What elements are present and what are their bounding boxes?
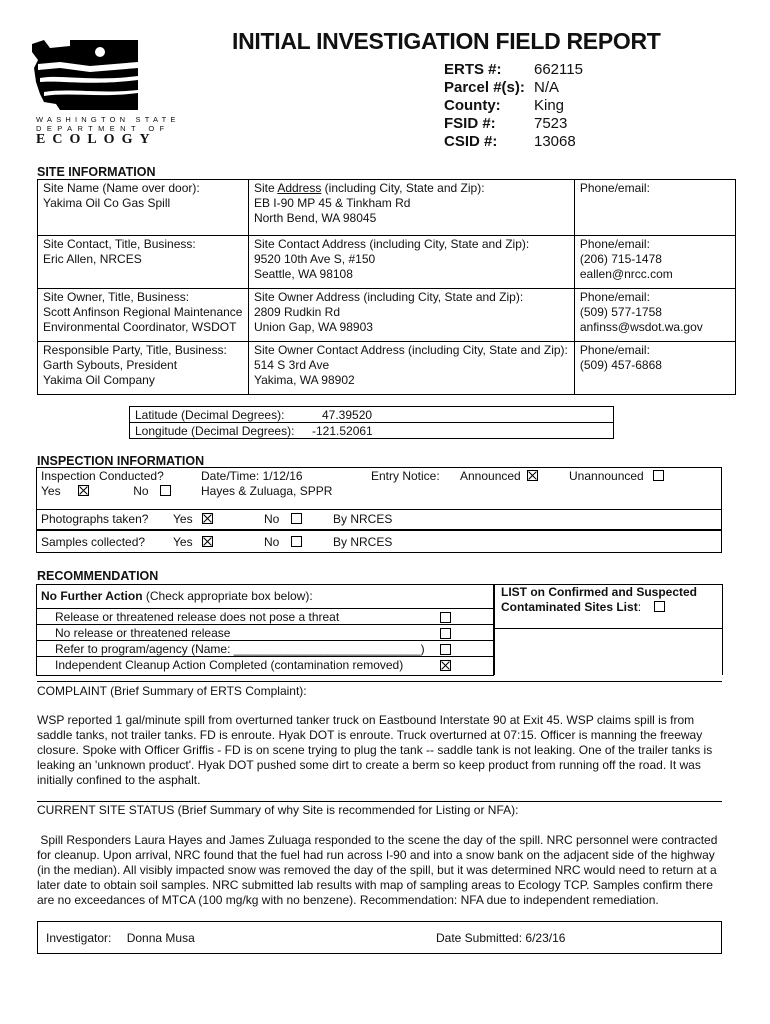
cell-label: Site Owner, Title, Business: [43, 290, 190, 304]
investigator-box [37, 921, 722, 954]
site-contact-address-cell [248, 236, 574, 289]
latitude-label: Latitude (Decimal Degrees): [135, 408, 285, 422]
cell-value: North Bend, WA 98045 [253, 211, 377, 225]
cell-label: Phone/email: [579, 343, 650, 357]
nfa-box [36, 584, 494, 676]
complaint-body: WSP reported 1 gal/minute spill from overturned tanker truck on Eastbound Interstate 90 at Exit 45. WSP claims spill is from saddle tanks, not trailer tanks. FD is enroute. Hyak DOT is enroute. Truck overturned at 07:15. Officer is manning the freeway closure. Spoke with Officer Griffis - FD is on scene trying to plug the tank -- saddle tank is not leaking. One of the trailer tanks is leaking an 'unknown product'. Hyak DOT pushed some dirt to create a berm so keep product from running off the road. It was initially confined to the asphalt. [37, 713, 713, 787]
date-submitted-label: Date Submitted: [436, 931, 523, 945]
cell-value: (509) 457-6868 [579, 358, 662, 372]
site-contact-phone-cell [574, 236, 735, 289]
nfa-option-row [37, 608, 493, 625]
cell-label: Site Contact, Title, Business: [43, 237, 196, 251]
cell-value: Yakima, WA 98902 [253, 373, 355, 387]
site-status-body: Spill Responders Laura Hayes and James Zuluaga responded to the scene the day of the spill. NRC personnel were contracted for cleanup. Upon arrival, NRC found that the fuel had run across I-90 and into a snow bank on the adjacent side of the highway (in the median). All visibly impacted snow was removed the day of the spill, but it was determined NRC would need to return at a later date to obtain soil samples. NRC submitted lab results with map of sampling areas to Ecology TCP. Samples confirm there are no exceedances of MTCA (100 mg/kg with no benzene). Recommendation: NFA due to independent remediation. [37, 833, 721, 907]
cell-value: EB I-90 MP 45 & Tinkham Rd [253, 196, 411, 210]
site-address-cell [248, 180, 574, 236]
cell-label: Responsible Party, Title, Business: [43, 343, 227, 357]
csid-value: 13068 [534, 133, 576, 150]
table-row [38, 342, 736, 395]
cell-value: Garth Sybouts, President [43, 358, 178, 372]
county-value: King [534, 97, 565, 114]
latitude-value: 47.39520 [322, 408, 373, 422]
cell-value: Scott Anfinson Regional Maintenance [43, 305, 243, 319]
cell-value: 2809 Rudkin Rd [253, 305, 341, 319]
nfa-option-label: Release or threatened release does not pose a threat [55, 610, 340, 624]
cell-value: Seattle, WA 98108 [253, 267, 353, 281]
investigator-value: Donna Musa [126, 931, 195, 945]
responsible-party-address-cell [248, 342, 574, 395]
fsid-value: 7523 [534, 115, 568, 132]
responsible-party-cell [38, 342, 249, 395]
table-row [38, 236, 736, 289]
nfa-option-label: No release or threatened release [55, 626, 231, 640]
samples-no-checkbox[interactable] [291, 536, 302, 547]
nfa-option-row [37, 640, 493, 657]
coordinates-box [129, 406, 614, 439]
inspection-date: Date/Time: 1/12/16 [201, 469, 303, 483]
site-information-table [37, 179, 736, 395]
site-status-heading: CURRENT SITE STATUS (Brief Summary of why Site is recommended for Listing or NFA): [37, 803, 519, 817]
cell-value: anfinss@wsdot.wa.gov [579, 320, 703, 334]
cell-value: Union Gap, WA 98903 [253, 320, 373, 334]
samples-by: By NRCES [333, 535, 393, 549]
list-sites-label-1: LIST on Confirmed and Suspected [501, 585, 698, 599]
cell-value: Yakima Oil Company [43, 373, 155, 387]
page-title: INITIAL INVESTIGATION FIELD REPORT [232, 28, 661, 54]
unannounced-label: Unannounced [569, 469, 644, 483]
cell-label: Phone/email: [579, 290, 650, 304]
inspection-box [36, 467, 722, 510]
ecology-logo [30, 38, 180, 147]
nfa-option-checkbox[interactable] [440, 644, 451, 655]
date-submitted-value: 6/23/16 [525, 931, 566, 945]
cell-value: eallen@nrcc.com [579, 267, 673, 281]
list-sites-divider [495, 628, 723, 629]
logo-line-3: ECOLOGY [36, 132, 157, 147]
cell-value: Environmental Coordinator, WSDOT [43, 320, 237, 334]
complaint-heading: COMPLAINT (Brief Summary of ERTS Complaint): [37, 684, 307, 698]
cell-value: (206) 715-1478 [579, 252, 662, 266]
nfa-option-row [37, 656, 493, 673]
parcel-value: N/A [534, 79, 560, 96]
site-status-divider [37, 801, 722, 802]
cell-value: Yakima Oil Co Gas Spill [43, 196, 171, 210]
nfa-option-label: Refer to program/agency (Name: ____________________________) [55, 642, 425, 656]
site-owner-address-cell [248, 289, 574, 342]
photographs-by: By NRCES [333, 512, 393, 526]
nfa-option-row [37, 624, 493, 641]
label-underlined: Address [277, 181, 322, 195]
table-row [38, 289, 736, 342]
longitude-value: -121.52061 [312, 424, 373, 438]
parcel-label: Parcel #(s): [444, 79, 525, 96]
logo-line-2: DEPARTMENT OF [36, 124, 170, 133]
complaint-divider [37, 681, 722, 682]
unannounced-checkbox[interactable] [653, 470, 664, 481]
cell-label: Site Owner Contact Address (including City, State and Zip): [253, 343, 568, 357]
cell-value: 514 S 3rd Ave [253, 358, 330, 372]
site-name-cell [38, 180, 249, 236]
list-sites-checkbox[interactable] [654, 601, 665, 612]
list-sites-label-2: Contaminated Sites List [501, 600, 638, 614]
list-sites-box [494, 584, 723, 675]
erts-value: 662115 [534, 61, 583, 78]
cell-label [254, 181, 570, 196]
county-label: County: [444, 97, 501, 114]
samples-label: Samples collected? [41, 535, 146, 549]
inspection-no-checkbox[interactable] [160, 485, 171, 496]
announced-label: Announced [460, 469, 521, 483]
nfa-option-label: Independent Cleanup Action Completed (contamination removed) [55, 658, 404, 672]
cell-label: Phone/email: [579, 181, 650, 195]
photographs-no-label: No [264, 512, 280, 526]
site-contact-cell [38, 236, 249, 289]
cell-label: Site Name (Name over door): [43, 181, 200, 195]
csid-label: CSID #: [444, 133, 498, 150]
longitude-label: Longitude (Decimal Degrees): [135, 424, 295, 438]
nfa-rest-label: (Check appropriate box below): [142, 589, 313, 603]
samples-no-label: No [264, 535, 280, 549]
fsid-label: FSID #: [444, 115, 496, 132]
samples-yes-checkbox[interactable] [202, 536, 213, 547]
inspection-yes-checkbox[interactable] [78, 485, 89, 496]
site-information-heading: SITE INFORMATION [37, 165, 156, 179]
site-phone-cell [574, 180, 735, 236]
cell-value: (509) 577-1758 [579, 305, 662, 319]
samples-yes-label: Yes [173, 535, 193, 549]
nfa-label [41, 589, 313, 603]
inspection-information-heading: INSPECTION INFORMATION [37, 454, 205, 468]
inspection-yes-label: Yes [41, 484, 61, 498]
label-part: (including City, State and Zip): [321, 181, 485, 195]
table-row [38, 180, 736, 236]
washington-state-map-icon [30, 38, 142, 112]
entry-notice-label: Entry Notice: [371, 469, 440, 483]
responsible-party-phone-cell [574, 342, 735, 395]
inspection-conducted-label: Inspection Conducted? [41, 469, 164, 483]
cell-value: Eric Allen, NRCES [43, 252, 142, 266]
photographs-box [36, 508, 722, 530]
cell-label: Site Owner Address (including City, State and Zip): [253, 290, 524, 304]
list-sites-colon: : [637, 600, 642, 614]
samples-box [36, 530, 722, 553]
label-part: Site [253, 181, 278, 195]
cell-value: 9520 10th Ave S, #150 [253, 252, 376, 266]
nfa-option-checkbox[interactable] [440, 660, 451, 671]
investigator-label: Investigator: [46, 931, 112, 945]
site-owner-phone-cell [574, 289, 735, 342]
nfa-bold-label: No Further Action [41, 589, 143, 603]
photographs-label: Photographs taken? [41, 512, 149, 526]
list-sites-right-border [722, 585, 723, 675]
inspection-no-label: No [133, 484, 149, 498]
inspection-inspectors: Hayes & Zuluaga, SPPR [201, 484, 333, 498]
cell-label: Phone/email: [579, 237, 650, 251]
recommendation-heading: RECOMMENDATION [37, 569, 159, 583]
header-fields [444, 61, 583, 151]
nfa-option-checkbox[interactable] [440, 628, 451, 639]
nfa-option-checkbox[interactable] [440, 612, 451, 623]
announced-checkbox[interactable] [527, 470, 538, 481]
cell-label: Site Contact Address (including City, State and Zip): [253, 237, 530, 251]
photographs-no-checkbox[interactable] [291, 513, 302, 524]
site-owner-cell [38, 289, 249, 342]
photographs-yes-label: Yes [173, 512, 193, 526]
photographs-yes-checkbox[interactable] [202, 513, 213, 524]
logo-line-1: WASHINGTON STATE [36, 115, 180, 124]
erts-label: ERTS #: [444, 61, 502, 78]
